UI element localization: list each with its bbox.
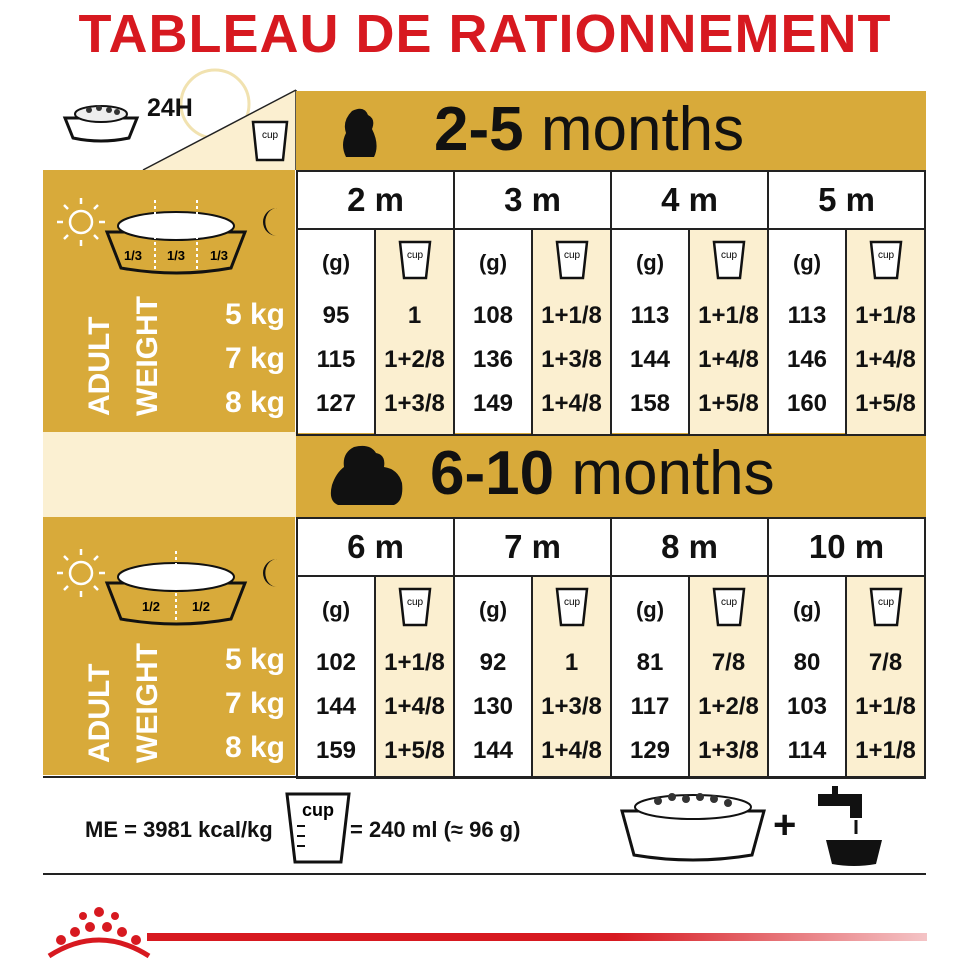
cup-icon bbox=[253, 122, 287, 160]
grams-column: (g) 113 146 160 bbox=[768, 229, 846, 435]
food-bowl-icon bbox=[107, 551, 245, 624]
weight-8kg: 8 kg bbox=[224, 731, 285, 764]
ration-table-2-5 bbox=[296, 170, 926, 436]
cup-icon bbox=[397, 585, 433, 627]
meal-split-graphic bbox=[51, 531, 291, 641]
cream-spacer bbox=[43, 432, 296, 518]
svg-text:cup: cup bbox=[261, 130, 279, 141]
cup-icon bbox=[868, 238, 904, 280]
divider bbox=[43, 776, 926, 778]
grams-column: (g) 81 117 129 bbox=[611, 576, 689, 778]
cups-column: cup 1+1/8 1+4/8 1+5/8 bbox=[689, 229, 768, 435]
brand-crown-logo bbox=[43, 904, 155, 966]
cups-column: cup 7/8 1+1/8 1+1/8 bbox=[846, 576, 925, 778]
grams-column: (g) 80 103 114 bbox=[768, 576, 846, 778]
meal-split-graphic bbox=[51, 180, 291, 290]
grams-column: (g) 113 144 158 bbox=[611, 229, 689, 435]
age-band-6-10 bbox=[296, 433, 926, 517]
grams-column: (g) 95 115 127 bbox=[297, 229, 375, 435]
cups-column: cup 1+1/8 1+3/8 1+4/8 bbox=[532, 229, 611, 435]
weight-label: WEIGHT bbox=[131, 643, 164, 763]
cup-icon bbox=[554, 238, 590, 280]
month-header: 10 m bbox=[768, 518, 925, 576]
cups-column: cup 1 1+2/8 1+3/8 bbox=[375, 229, 454, 435]
divider bbox=[43, 873, 926, 875]
duration-label: 24H bbox=[147, 94, 193, 122]
adult-label: ADULT bbox=[83, 663, 116, 763]
page-title: TABLEAU DE RATIONNEMENT bbox=[78, 4, 892, 64]
svg-text:cup: cup bbox=[301, 800, 335, 820]
food-bowl-icon bbox=[107, 200, 245, 273]
cups-column: cup 1+1/8 1+4/8 1+5/8 bbox=[846, 229, 925, 435]
month-header: 8 m bbox=[611, 518, 768, 576]
month-header: 7 m bbox=[454, 518, 611, 576]
month-header: 4 m bbox=[611, 171, 768, 229]
age-band-2-5 bbox=[296, 91, 926, 171]
month-header: 2 m bbox=[297, 171, 454, 229]
grams-column: (g) 102 144 159 bbox=[297, 576, 375, 778]
food-bowl-icon bbox=[618, 785, 768, 865]
weight-7kg: 7 kg bbox=[224, 342, 285, 375]
cup-equivalent: = 240 ml (≈ 96 g) bbox=[350, 817, 521, 842]
weight-5kg: 5 kg bbox=[224, 298, 285, 331]
svg-text:1/3: 1/3 bbox=[123, 248, 143, 263]
cups-column: cup 1 1+3/8 1+4/8 bbox=[532, 576, 611, 778]
weight-panel-2 bbox=[43, 517, 295, 775]
age-range-number: 6-10 bbox=[430, 439, 555, 508]
weight-7kg: 7 kg bbox=[224, 687, 285, 720]
svg-text:1/3: 1/3 bbox=[209, 248, 229, 263]
weight-panel-1 bbox=[43, 170, 295, 432]
month-header: 5 m bbox=[768, 171, 925, 229]
food-bowl-icon bbox=[65, 105, 137, 141]
weight-label: WEIGHT bbox=[131, 296, 164, 416]
sun-icon bbox=[57, 549, 105, 597]
svg-text:cup: cup bbox=[406, 597, 423, 608]
adult-label: ADULT bbox=[83, 316, 116, 416]
weight-8kg: 8 kg bbox=[224, 386, 285, 419]
age-range-unit: months bbox=[571, 439, 775, 508]
cup-icon bbox=[397, 238, 433, 280]
cups-column: cup 1+1/8 1+4/8 1+5/8 bbox=[375, 576, 454, 778]
moon-icon bbox=[263, 559, 277, 587]
cup-icon bbox=[283, 788, 353, 866]
svg-text:1/3: 1/3 bbox=[166, 248, 186, 263]
sun-icon bbox=[57, 198, 105, 246]
svg-text:cup: cup bbox=[563, 250, 580, 261]
cup-icon bbox=[554, 585, 590, 627]
water-tap-icon bbox=[812, 784, 884, 868]
svg-text:1/2: 1/2 bbox=[141, 599, 161, 614]
age-range-unit: months bbox=[540, 95, 745, 164]
puppy-large-icon bbox=[324, 443, 406, 509]
grams-column: (g) 108 136 149 bbox=[454, 229, 532, 435]
plus-sign: + bbox=[773, 803, 797, 847]
brand-bar bbox=[147, 933, 927, 941]
moon-icon bbox=[263, 208, 277, 236]
svg-text:cup: cup bbox=[406, 250, 423, 261]
month-header: 6 m bbox=[297, 518, 454, 576]
energy-info: ME = 3981 kcal/kg bbox=[85, 817, 273, 842]
svg-text:cup: cup bbox=[720, 250, 737, 261]
cup-icon bbox=[711, 238, 747, 280]
svg-text:cup: cup bbox=[720, 597, 737, 608]
svg-text:cup: cup bbox=[877, 250, 894, 261]
weight-5kg: 5 kg bbox=[224, 643, 285, 676]
grams-column: (g) 92 130 144 bbox=[454, 576, 532, 778]
ration-table-6-10 bbox=[296, 517, 926, 779]
cups-column: cup 7/8 1+2/8 1+3/8 bbox=[689, 576, 768, 778]
age-range-number: 2-5 bbox=[434, 95, 524, 164]
puppy-small-icon bbox=[336, 105, 382, 159]
svg-text:1/2: 1/2 bbox=[191, 599, 211, 614]
cup-icon bbox=[711, 585, 747, 627]
svg-text:cup: cup bbox=[563, 597, 580, 608]
cup-icon bbox=[868, 585, 904, 627]
svg-text:cup: cup bbox=[877, 597, 894, 608]
month-header: 3 m bbox=[454, 171, 611, 229]
